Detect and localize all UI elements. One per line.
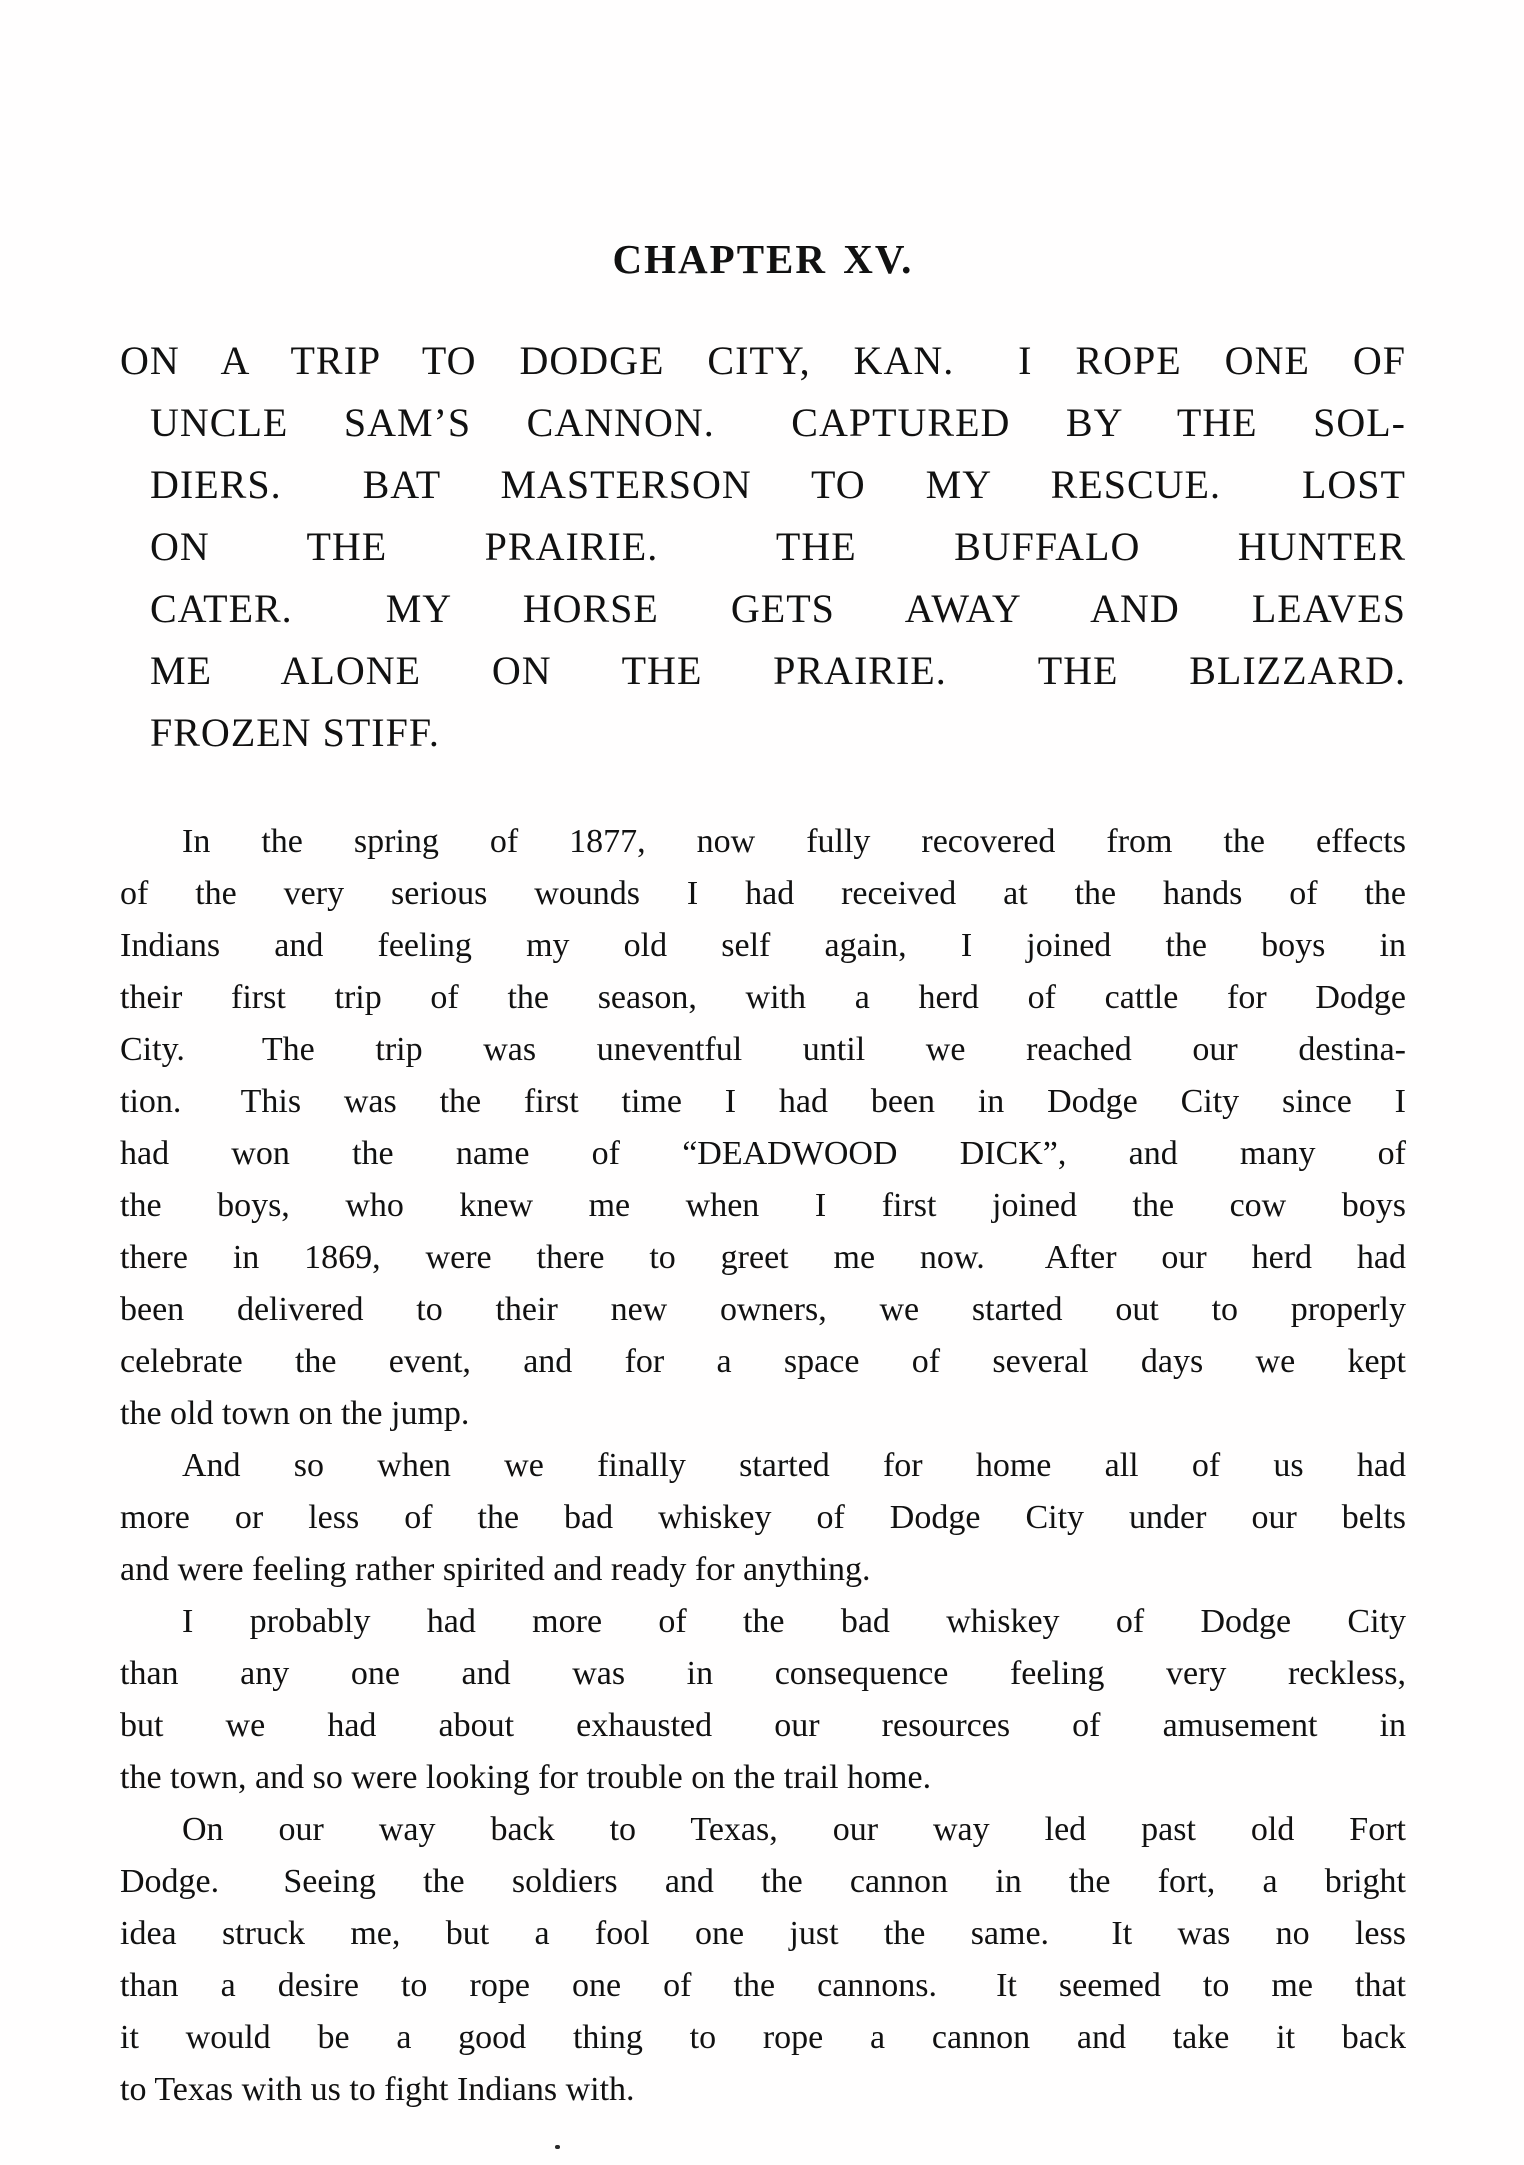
paragraph: [120, 1596, 1406, 1804]
subtitle-line: UNCLE SAM’S CANNON. CAPTURED BY THE SOL-: [150, 400, 1406, 445]
paragraph: [120, 816, 1406, 1440]
body-line: Indians and feeling my old self again, I joined the boys in: [120, 927, 1406, 964]
ink-speck: [555, 2145, 560, 2149]
body-line: it would be a good thing to rope a cannon and take it back: [120, 2019, 1406, 2056]
body-line: In the spring of 1877, now fully recovered from the effects: [182, 823, 1406, 860]
subtitle-line: ME ALONE ON THE PRAIRIE. THE BLIZZARD.: [150, 648, 1406, 693]
body-line: had won the name of “DEADWOOD DICK”, and many of: [120, 1135, 1406, 1172]
chapter-subtitle: [120, 330, 1406, 764]
body-line: idea struck me, but a fool one just the same. It was no less: [120, 1915, 1406, 1952]
body-line: than a desire to rope one of the cannons. It seemed to me that: [120, 1967, 1406, 2004]
subtitle-line: CATER. MY HORSE GETS AWAY AND LEAVES: [150, 586, 1406, 631]
subtitle-line: FROZEN STIFF.: [150, 710, 440, 755]
body-line: the town, and so were looking for trouble on the trail home.: [120, 1759, 932, 1796]
subtitle-line: ON THE PRAIRIE. THE BUFFALO HUNTER: [150, 524, 1406, 569]
body-line: the boys, who knew me when I first joined the cow boys: [120, 1187, 1406, 1224]
paragraph: [120, 1804, 1406, 2116]
body-line: and were feeling rather spirited and ready for anything.: [120, 1551, 871, 1588]
body-line: I probably had more of the bad whiskey of Dodge City: [182, 1603, 1406, 1640]
subtitle-line: DIERS. BAT MASTERSON TO MY RESCUE. LOST: [150, 462, 1406, 507]
body-line: more or less of the bad whiskey of Dodge City under our belts: [120, 1499, 1406, 1536]
body-line: celebrate the event, and for a space of several days we kept: [120, 1343, 1406, 1380]
body-line: tion. This was the first time I had been in Dodge City since I: [120, 1083, 1406, 1120]
body-line: Dodge. Seeing the soldiers and the cannon in the fort, a bright: [120, 1863, 1406, 1900]
body-line: And so when we finally started for home all of us had: [182, 1447, 1406, 1484]
body-line: there in 1869, were there to greet me now. After our herd had: [120, 1239, 1406, 1276]
body-line: than any one and was in consequence feeling very reckless,: [120, 1655, 1406, 1692]
body-text: [120, 816, 1406, 2116]
paragraph: [120, 1440, 1406, 1596]
chapter-heading: CHAPTER XV.: [612, 236, 914, 282]
body-line: the old town on the jump.: [120, 1395, 470, 1432]
body-line: but we had about exhausted our resources of amusement in: [120, 1707, 1406, 1744]
body-line: to Texas with us to fight Indians with.: [120, 2071, 635, 2108]
body-line: been delivered to their new owners, we started out to properly: [120, 1291, 1406, 1328]
body-line: their first trip of the season, with a herd of cattle for Dodge: [120, 979, 1406, 1016]
subtitle-line: ON A TRIP TO DODGE CITY, KAN. I ROPE ONE OF: [120, 338, 1406, 383]
body-line: City. The trip was uneventful until we reached our destina-: [120, 1031, 1406, 1068]
body-line: of the very serious wounds I had received at the hands of the: [120, 875, 1406, 912]
body-line: On our way back to Texas, our way led past old Fort: [182, 1811, 1406, 1848]
